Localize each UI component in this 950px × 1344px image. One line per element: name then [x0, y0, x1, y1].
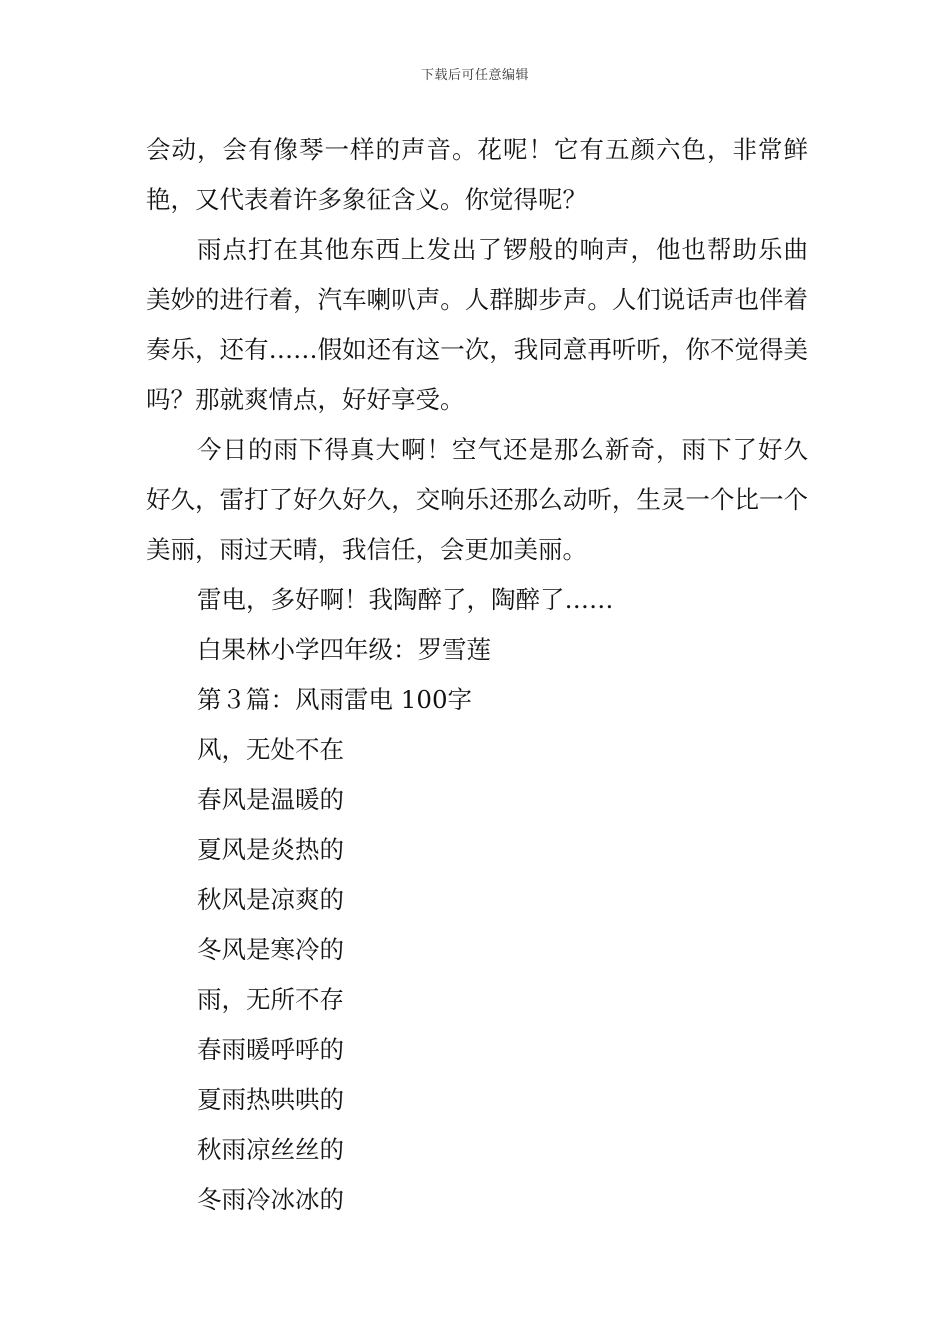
line-thunder: 雷电，多好啊！我陶醉了，陶醉了…… — [197, 585, 614, 614]
poem-line: 秋雨凉丝丝的 — [197, 1135, 344, 1164]
paragraph-heavy-rain: 今日的雨下得真大啊！空气还是那么新奇，雨下了好久好久，雷打了好久好久，交响乐还那么动听，生灵一个比一个美丽，雨过天晴，我信任，会更加美丽。 — [146, 435, 808, 564]
poem-line: 夏雨热哄哄的 — [197, 1085, 344, 1114]
poem-line: 风，无处不在 — [197, 735, 344, 764]
author-line: 白果林小学四年级：罗雪莲 — [197, 635, 491, 664]
poem-line: 秋风是凉爽的 — [197, 885, 344, 914]
poem-line: 冬风是寒冷的 — [197, 935, 344, 964]
document-body — [146, 125, 808, 1225]
paragraph-raindrops: 雨点打在其他东西上发出了锣般的响声，他也帮助乐曲美妙的进行着，汽车喇叭声。人群脚步声。人们说话声也伴着奏乐，还有……假如还有这一次，我同意再听听，你不觉得美吗？那就爽情点，好好享受。 — [146, 235, 808, 414]
poem-line: 春风是温暖的 — [197, 785, 344, 814]
poem-line: 雨，无所不存 — [197, 985, 344, 1014]
paragraph-continued: 会动，会有像琴一样的声音。花呢！它有五颜六色，非常鲜艳，又代表着许多象征含义。你觉得呢？ — [146, 135, 808, 214]
page-header: 下载后可任意编辑 — [420, 68, 529, 83]
article-title: 第３篇：风雨雷电 100字 — [197, 685, 473, 714]
poem-line: 春雨暖呼呼的 — [197, 1035, 344, 1064]
poem-line: 夏风是炎热的 — [197, 835, 344, 864]
poem-line: 冬雨冷冰冰的 — [197, 1185, 344, 1214]
